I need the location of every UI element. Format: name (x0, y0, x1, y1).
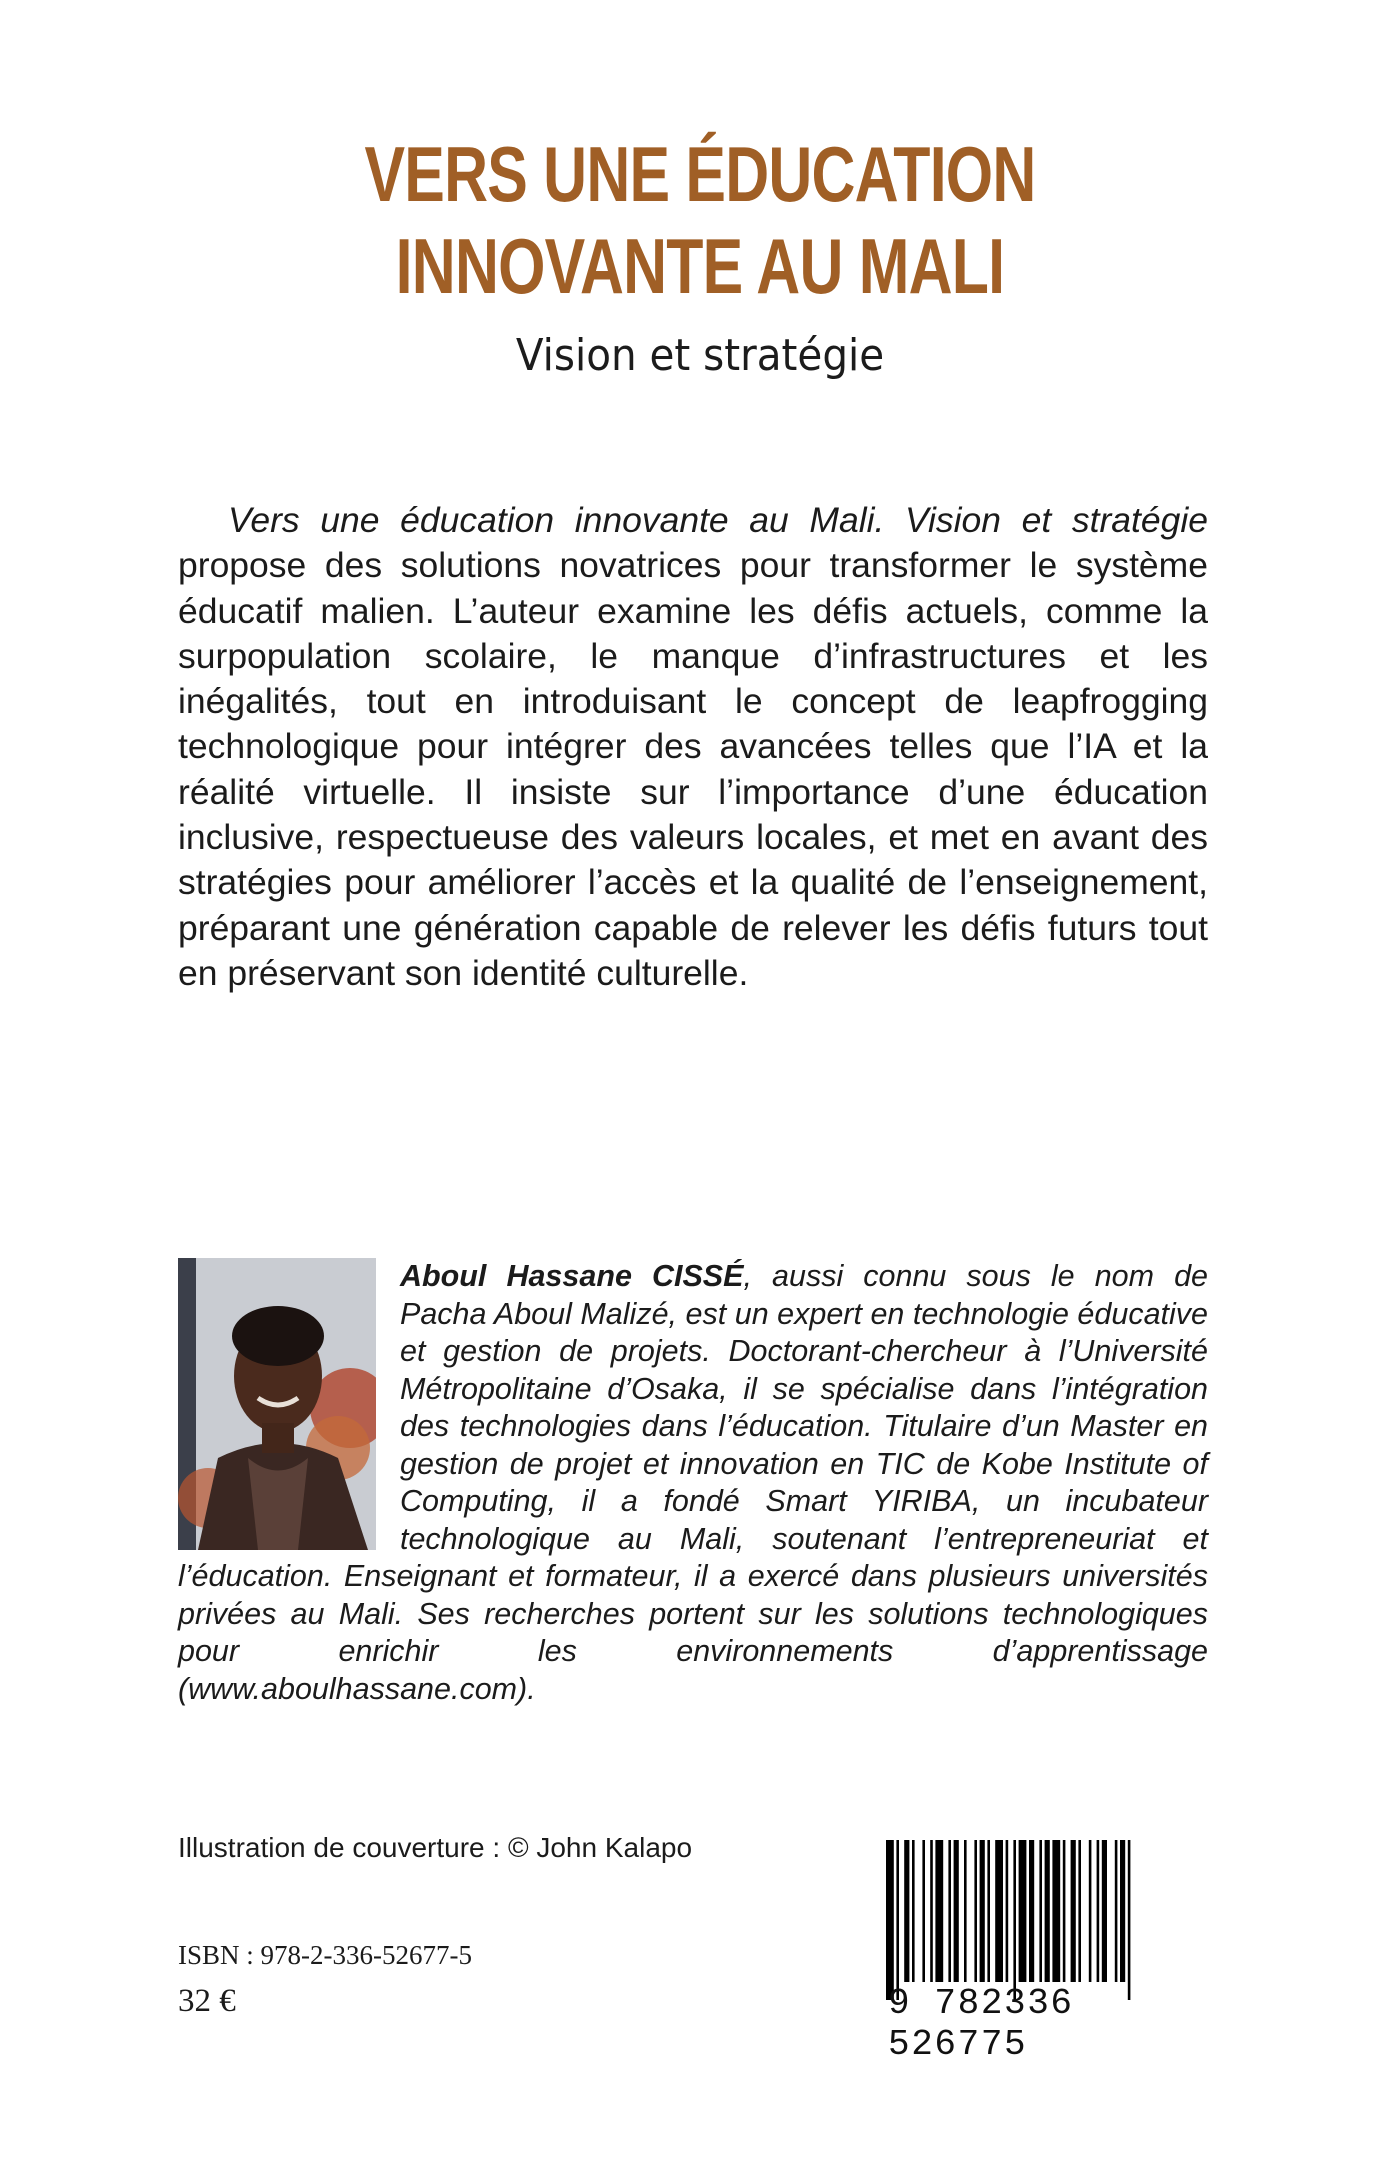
barcode-bar (1120, 1840, 1125, 1982)
barcode-bar (886, 1840, 894, 2000)
author-biography (178, 1258, 1208, 1708)
barcode-digits: 9 782336 526775 (888, 1983, 1074, 2065)
barcode-bar (922, 1840, 925, 1982)
barcode-bar (964, 1840, 967, 1982)
barcode (880, 1840, 1210, 2000)
barcode-bar (1063, 1840, 1066, 1982)
barcode-bar (974, 1840, 977, 1982)
summary-body: propose des solutions novatrices pour transformer le système éducatif malien. L’auteur examine les défis actuels, comme la surpopulation scolaire, le manque d’infrastructures et les inégalités, tout en introduisant le concept de leapfrogging technologique pour intégrer des avancées telles que l’IA et la réalité virtuelle. Il insiste sur l’importance d’une éducation inclusive, respectueuse des valeurs locales, et met en avant des stratégies pour améliorer l’accès et la qualité de l’enseignement, préparant une génération capable de relever les défis futurs tout en préservant son identité culturelle. (178, 545, 1208, 993)
barcode-bar (930, 1840, 933, 1982)
barcode-bar (1052, 1840, 1060, 1982)
barcode-bar (896, 1840, 899, 2000)
barcode-bar (1019, 1840, 1027, 1982)
illustration-credit: Illustration de couverture : © John Kalapo (178, 1832, 693, 1863)
barcode-bar (1071, 1840, 1076, 1982)
barcode-bar (1045, 1840, 1050, 1982)
barcode-bar (1013, 1840, 1016, 2000)
barcode-bar (912, 1840, 915, 1982)
barcode-bar (948, 1840, 951, 1982)
title-line-1: VERS UNE ÉDUCATION (364, 130, 1036, 218)
back-cover-summary (178, 498, 1208, 996)
barcode-bar (1128, 1840, 1131, 2000)
barcode-bar (954, 1840, 959, 1982)
barcode-bar (1006, 1840, 1009, 1982)
barcode-bar (1029, 1840, 1034, 1982)
barcode-bar (1102, 1840, 1107, 1982)
barcode-bar (980, 1840, 985, 1982)
barcode-bar (904, 1840, 909, 1982)
price: 32 € (178, 1983, 236, 2019)
barcode-bar (1097, 1840, 1100, 1982)
author-name: Aboul Hassane CISSÉ (400, 1259, 744, 1293)
isbn: ISBN : 978-2-336-52677-5 (178, 1940, 472, 1970)
title-line-2: INNOVANTE AU MALI (395, 222, 1005, 310)
barcode-bar (1078, 1840, 1081, 1982)
barcode-bar (1089, 1840, 1092, 1982)
barcode-bar (935, 1840, 943, 1982)
summary-lead: Vers une éducation innovante au Mali. Vision et stratégie (228, 500, 1208, 540)
barcode-bar (987, 1840, 990, 1982)
barcode-bar (995, 1840, 1003, 1982)
book-title (154, 128, 1246, 312)
author-bio-text: , aussi connu sous le nom de Pacha Aboul Malizé, est un expert en technologie éducative et gestion de projets. Doctorant-chercheur à l’Université Métropolitaine d’Osaka, il se spécialise dans l’intégration des technologies dans l’éducation. Titulaire d’un Master en gestion de projet et innovation en TIC de Kobe Institute of Computing, il a fondé Smart YIRIBA, un incubateur technologique au Mali, soutenant l’entrepreneuriat et l’éducation. Enseignant et formateur, il a exercé dans plusieurs universités privées au Mali. Ses recherches portent sur les solutions technologiques pour enrichir les environnements d’apprentissage (www.aboulhassane.com). (178, 1259, 1208, 1706)
barcode-bar (1039, 1840, 1042, 1982)
barcode-bar (1115, 1840, 1118, 1982)
book-subtitle: Vision et stratégie (515, 330, 885, 381)
